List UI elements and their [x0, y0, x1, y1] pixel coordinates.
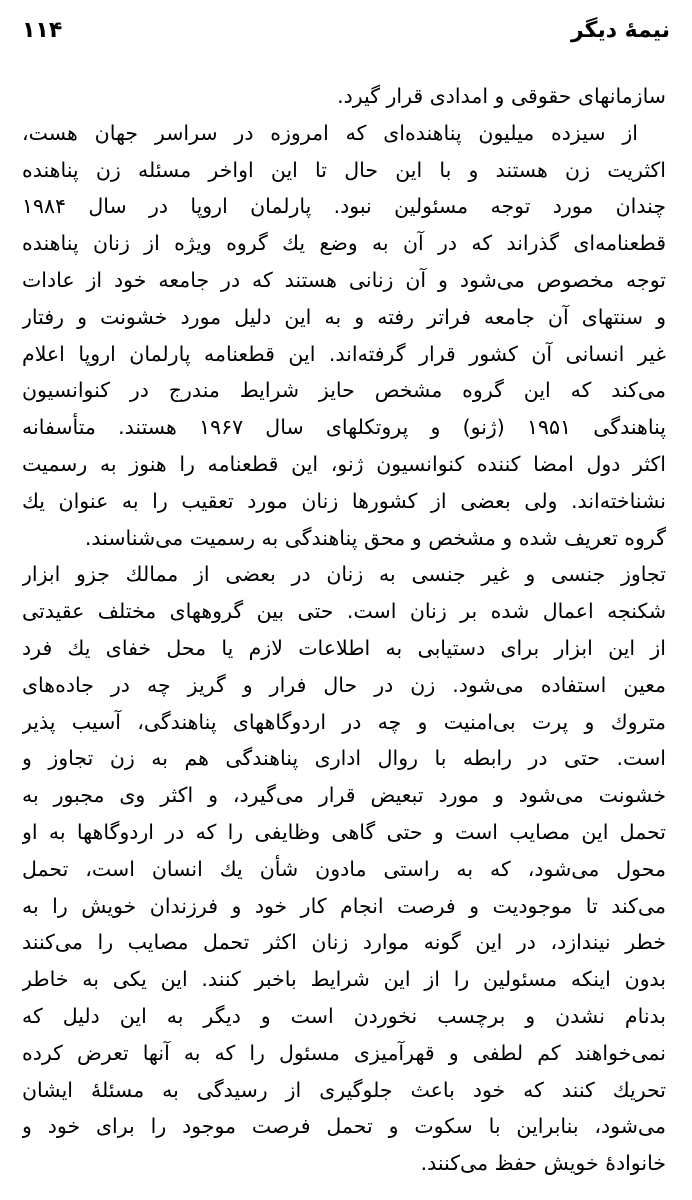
text-line: محول می‌شود، که به راستی مادون شأن یك انسان است، تحمل [22, 856, 666, 881]
text-line: تحریك کنند که خود باعث جلوگیری از رسیدگی به مسئلهٔ ایشان [22, 1077, 666, 1102]
text-line: نشناخته‌اند. ولی بعضی از کشورها زنان مورد تعقیب را به عنوان یك [22, 488, 666, 513]
text-line: چندان مورد توجه مسئولین نبود. پارلمان اروپا در سال ۱۹۸۴ [22, 194, 666, 219]
text-line: خطر نیندازد، در این گونه موارد زنان اکثر تحمل مصایب را می‌کنند [22, 930, 666, 955]
page-header [22, 12, 670, 48]
text-line: قطعنامه‌ای گذراند که در آن به وضع یك گروه ویژه از زنان پناهنده [22, 231, 666, 256]
text-line: سازمانهای حقوقی و امدادی قرار گیرد. [337, 84, 666, 108]
text-line: توجه مخصوص می‌شود و آن زنانی هستند که در جامعه خود از عادات [22, 267, 666, 292]
text-line: معین استفاده می‌شود. زن در حال فرار و گریز چه در جاده‌های [22, 672, 666, 697]
text-line: خشونت می‌شود و مورد تبعیض قرار می‌گیرد، و اکثر وی مجبور به [22, 783, 666, 808]
text-line: بدون اینکه مسئولین را از این شرایط باخبر کنند. این یکی به خاطر [22, 967, 666, 992]
text-line: از این ابزار برای دستیابی به اطلاعات لازم یا محل خفای یك فرد [22, 635, 666, 660]
text-line: بدنام نشدن و برچسب نخوردن است و دیگر به این دلیل که [22, 1003, 666, 1028]
text-line: تجاوز جنسی و غیر جنسی به زنان در بعضی از ممالك جزو ابزار [22, 562, 666, 587]
text-line: متروك و پرت بی‌امنیت و چه در اردوگاههای پناهندگی، آسیب پذیر [22, 709, 666, 734]
text-line: اکثر دول امضا کننده کنوانسیون ژنو، این قطعنامه را هنوز به رسمیت [22, 451, 666, 476]
text-line: غیر انسانی آن کشور قرار گرفته‌اند. این قطعنامه پارلمان اروپا اعلام [22, 341, 666, 366]
text-line: است. حتی در رابطه با روال اداری پناهندگی هم به زن تجاوز و [22, 746, 666, 771]
text-line: و سنتهای آن جامعه فراتر رفته و به این دلیل مورد خشونت و رفتار [22, 304, 666, 329]
text-line: می‌کند که این گروه مشخص حایز شرایط مندرج در کنوانسیون [22, 378, 666, 403]
text-line: شکنجه اعمال شده بر زنان است. حتی بین گروههای مختلف عقیدتی [22, 599, 666, 624]
text-line: تحمل این مصایب است و حتی گاهی وظایفی را که در اردوگاهها به او [22, 819, 666, 844]
text-line: پناهندگی ۱۹۵۱ (ژنو) و پروتکلهای سال ۱۹۶۷ هستند. متأسفانه [22, 415, 666, 440]
text-line: می‌شود، بنابراین با سکوت و تحمل فرصت موجود را برای خود و [22, 1114, 666, 1139]
text-line: از سیزده میلیون پناهنده‌ای که امروزه در سراسر جهان هست، [22, 120, 638, 145]
running-title: نيمهٔ ديگر [570, 18, 670, 43]
body-text [22, 78, 666, 1182]
text-line: نمی‌خواهند کم لطفی و قهرآمیزی مسئول را که به آنها تعرض کرده [22, 1040, 666, 1065]
text-line: اکثریت زن هستند و با این حال تا این اواخر مسئله زن پناهنده [22, 157, 666, 182]
text-line: گروه تعریف شده و مشخص و محق پناهندگی به رسمیت می‌شناسند. [84, 525, 666, 550]
text-line: می‌کند تا موجودیت و فرصت انجام کار خود و فرزندان خویش را به [22, 893, 666, 918]
text-line: خانوادهٔ خویش حفظ می‌کنند. [420, 1151, 666, 1176]
page-number: ۱۱۴ [22, 18, 63, 43]
